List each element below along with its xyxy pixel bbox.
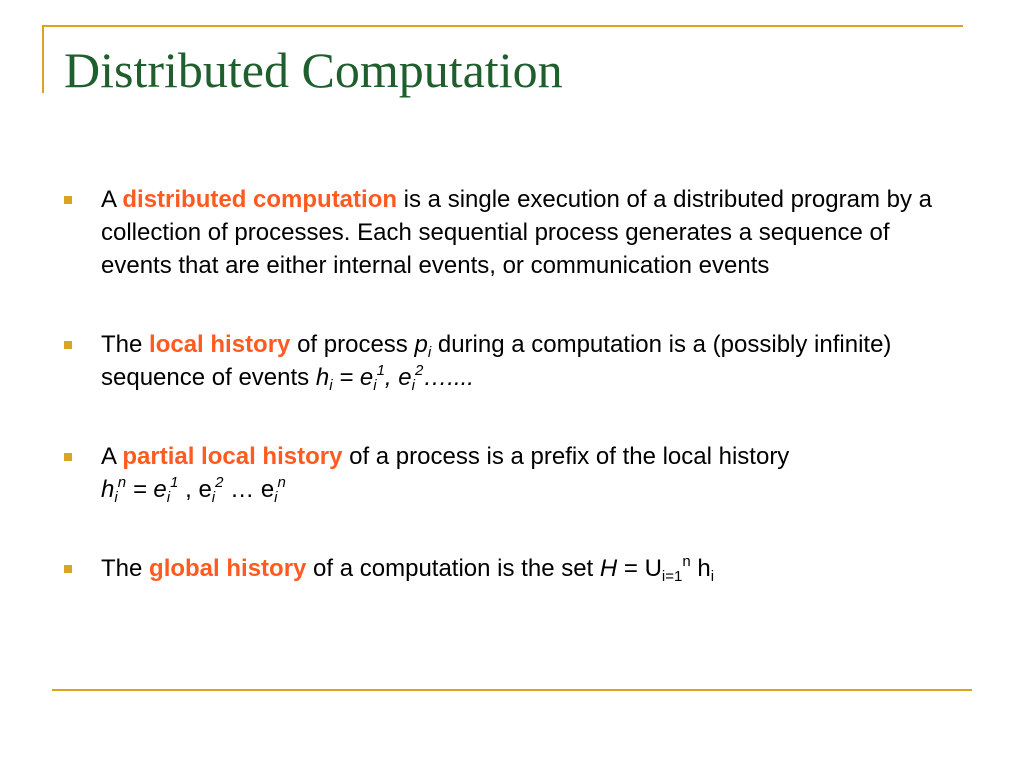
square-bullet-icon [64, 196, 72, 204]
bullet-text: of a computation is the set [306, 555, 600, 582]
bullet-text: The [101, 331, 150, 358]
math-symbol: … e [223, 476, 275, 503]
square-bullet-icon [64, 565, 72, 573]
math-expression [101, 474, 179, 506]
bullet-local-history [64, 328, 964, 394]
math-superscript: n [682, 553, 691, 570]
math-expression [315, 362, 474, 394]
math-symbol: h [101, 476, 115, 503]
math-symbol: = e [332, 364, 374, 391]
math-subscript: i=1 [661, 568, 683, 585]
bullet-text: A [101, 186, 123, 213]
math-symbol: = e [126, 476, 167, 503]
bullet-text: A [101, 443, 123, 470]
bullet-list [64, 183, 964, 585]
highlighted-term: distributed computation [122, 186, 398, 213]
math-superscript: 1 [376, 362, 385, 379]
bullet-text: of process [290, 331, 415, 358]
math-superscript: 2 [215, 474, 224, 491]
bullet-distributed-computation [64, 183, 964, 282]
math-subscript: i [329, 377, 333, 394]
left-accent-line [42, 25, 44, 93]
slide-title: Distributed Computation [64, 42, 563, 98]
square-bullet-icon [64, 453, 72, 461]
bullet-partial-local-history [64, 440, 964, 506]
math-subscript: i [710, 568, 715, 585]
highlighted-term: local history [149, 331, 291, 358]
top-accent-line [42, 25, 963, 27]
math-symbol: h [315, 364, 330, 391]
bottom-accent-line [52, 689, 972, 691]
math-superscript: 1 [170, 474, 179, 491]
math-symbol: h [690, 555, 711, 582]
math-subscript: i [427, 344, 432, 361]
bullet-text: The [101, 555, 150, 582]
math-symbol: , e [178, 476, 212, 503]
math-symbol: , e [384, 364, 412, 391]
bullet-text: during a computation is a (possibly infinite) sequence of events [101, 331, 892, 391]
bullet-text: of a process is a prefix of the local history [342, 443, 790, 470]
bullet-text: is a single execution of a distributed program by a collection of processes. Each sequential process generates a sequence of events that are either internal events, or communication events [101, 186, 932, 279]
math-superscript: 2 [414, 362, 424, 379]
math-superscript: n [117, 474, 127, 491]
math-subscript: i [166, 489, 171, 506]
math-subscript: i [274, 489, 278, 506]
bullet-global-history [64, 552, 964, 585]
highlighted-term: partial local history [122, 443, 343, 470]
math-subscript: i [211, 489, 216, 506]
highlighted-term: global history [149, 555, 307, 582]
square-bullet-icon [64, 341, 72, 349]
math-subscript: i [373, 377, 377, 394]
math-symbol: ….... [423, 364, 474, 391]
math-symbol: H [599, 555, 618, 582]
math-superscript: n [277, 474, 286, 491]
math-symbol: = U [617, 555, 662, 582]
math-subscript: i [411, 377, 415, 394]
math-symbol: p [414, 331, 428, 358]
math-subscript: i [114, 489, 118, 506]
